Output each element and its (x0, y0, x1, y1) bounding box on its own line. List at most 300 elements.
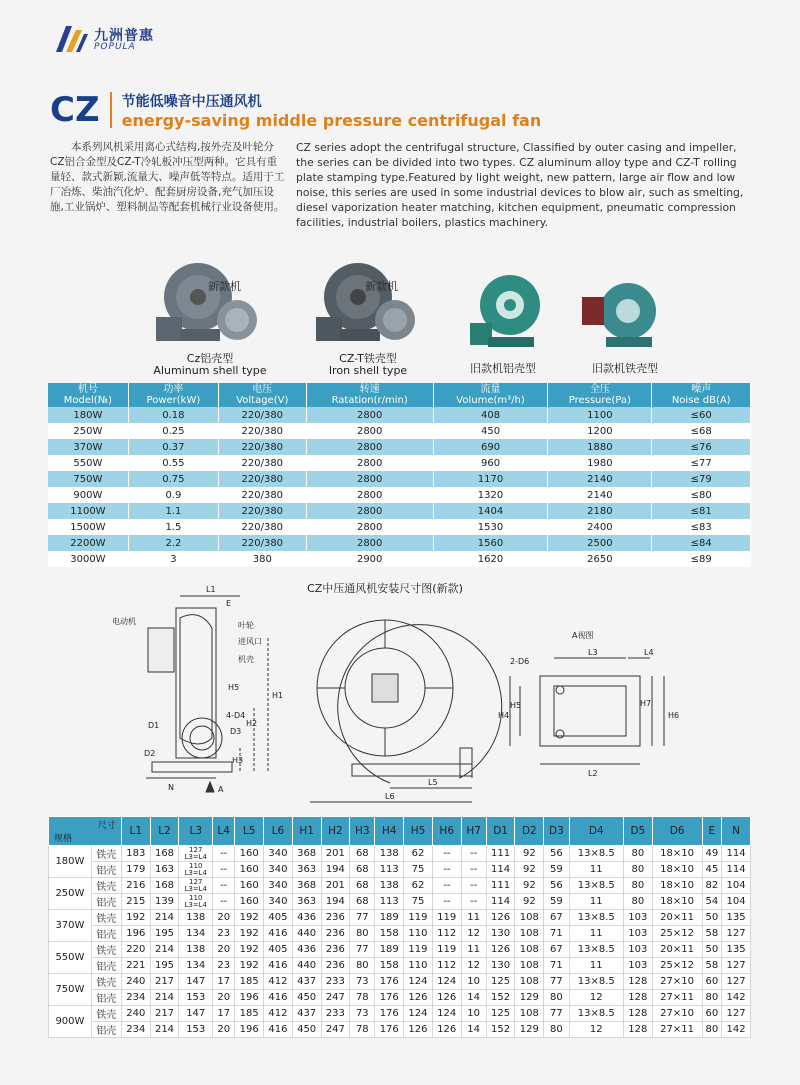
fan-photo-aluminum-side (212, 295, 262, 345)
table-cell: 196 (121, 926, 150, 942)
table-cell: 900W (48, 487, 128, 503)
table-cell: 127 L3=L4 (179, 878, 213, 894)
table-cell: 119 (432, 910, 461, 926)
table-cell: 114 (722, 846, 751, 862)
dim-header: H2 (321, 817, 350, 846)
table-cell: 108 (515, 942, 544, 958)
table-cell: 340 (264, 862, 293, 878)
table-cell: 437 (292, 1006, 321, 1022)
table-cell: 220/380 (218, 519, 306, 535)
table-row (48, 423, 751, 439)
table-cell: 110 (404, 926, 433, 942)
installation-diagram (40, 578, 760, 808)
table-cell: 73 (350, 974, 375, 990)
table-cell: 108 (515, 926, 544, 942)
table-cell: 214 (150, 990, 179, 1006)
table-cell: 2140 (548, 471, 652, 487)
fan-photo-iron-side (370, 295, 420, 345)
table-cell: 134 (179, 926, 213, 942)
table-cell: 220/380 (218, 535, 306, 551)
table-cell: ≤68 (652, 423, 751, 439)
model-cell: 750W (49, 974, 92, 1006)
table-cell: 68 (350, 846, 375, 862)
label-H6: H6 (668, 711, 680, 720)
table-cell: 75 (404, 894, 433, 910)
table-cell: 196 (235, 1022, 264, 1038)
table-cell: 416 (264, 990, 293, 1006)
table-cell: 380 (218, 551, 306, 567)
label-H3: H3 (232, 756, 244, 765)
table-cell: 192 (235, 926, 264, 942)
description-cn: 本系列风机采用离心式结构,按外壳及叶轮分CZ铝合金型及CZ-T冷轧板冲压型两种。它具有重量轻、款式新颖,流量大、噪声低等特点。适用于工厂冶炼、柴油汽化炉、配套厨房设备,充气加压设施,工业锅炉、塑料制品等配套机械行业设备使用。 (50, 141, 285, 213)
table-row (49, 990, 751, 1006)
table-cell: 56 (544, 878, 569, 894)
table-cell: 1100 (548, 407, 652, 423)
table-cell: 110 L3=L4 (179, 862, 213, 878)
table-cell: 58 (702, 926, 722, 942)
table-cell: 124 (404, 974, 433, 990)
dimension-table-header (49, 817, 751, 846)
table-row (49, 846, 751, 862)
table-cell: 111 (486, 846, 515, 862)
dim-header: L1 (121, 817, 150, 846)
logo-mark-icon (52, 22, 90, 58)
table-cell: 135 (722, 942, 751, 958)
type-cell: 铁壳 (91, 942, 121, 958)
table-cell: 56 (544, 846, 569, 862)
dim-header: D2 (515, 817, 544, 846)
table-cell: 370W (48, 439, 128, 455)
label-H1: H1 (272, 691, 284, 700)
table-cell: 196 (235, 990, 264, 1006)
model-cell: 370W (49, 910, 92, 942)
table-cell: 201 (321, 878, 350, 894)
table-cell: 68 (350, 862, 375, 878)
model-cell: 900W (49, 1006, 92, 1038)
dim-header: H6 (432, 817, 461, 846)
table-cell: 128 (623, 1022, 652, 1038)
table-cell: 416 (264, 926, 293, 942)
table-cell: 450 (292, 990, 321, 1006)
table-cell: 185 (235, 1006, 264, 1022)
dim-header: H7 (461, 817, 486, 846)
label-D1: D1 (148, 721, 160, 730)
table-cell: ≤76 (652, 439, 751, 455)
model-cell: 250W (49, 878, 92, 910)
table-cell: 92 (515, 878, 544, 894)
table-cell: 10 (461, 974, 486, 990)
table-cell: 92 (515, 894, 544, 910)
table-cell: 11 (569, 926, 623, 942)
table-cell: 130 (486, 926, 515, 942)
table-cell: 68 (350, 894, 375, 910)
table-cell: 134 (179, 958, 213, 974)
table-cell: 436 (292, 910, 321, 926)
table-cell: 2650 (548, 551, 652, 567)
table-cell: 18×10 (652, 878, 702, 894)
dim-header: H1 (292, 817, 321, 846)
table-cell: 3000W (48, 551, 128, 567)
table-cell: 450 (292, 1022, 321, 1038)
label-inlet: 进风口 (238, 637, 262, 646)
type-cell: 铁壳 (91, 846, 121, 862)
table-cell: 690 (433, 439, 547, 455)
table-cell: 180W (48, 407, 128, 423)
dim-header: D5 (623, 817, 652, 846)
table-cell: -- (461, 862, 486, 878)
table-cell: 2500 (548, 535, 652, 551)
table-cell: ≤89 (652, 551, 751, 567)
table-cell: 142 (722, 990, 751, 1006)
table-cell: 153 (179, 990, 213, 1006)
new-model-label-2: 新款机 (365, 280, 398, 293)
table-cell: 152 (486, 990, 515, 1006)
label-A: A (218, 785, 224, 794)
table-cell: 80 (350, 958, 375, 974)
table-cell: ≤83 (652, 519, 751, 535)
table-cell: 18×10 (652, 894, 702, 910)
new-model-label-1: 新款机 (208, 280, 241, 293)
table-cell: 2400 (548, 519, 652, 535)
table-cell: 62 (404, 878, 433, 894)
table-cell: 220/380 (218, 407, 306, 423)
table-cell: 179 (121, 862, 150, 878)
table-cell: 80 (623, 878, 652, 894)
table-cell: -- (213, 894, 235, 910)
table-cell: 416 (264, 958, 293, 974)
table-cell: 127 (722, 1006, 751, 1022)
table-cell: 2200W (48, 535, 128, 551)
table-row (49, 958, 751, 974)
label-H5: H5 (228, 683, 240, 692)
table-cell: 363 (292, 894, 321, 910)
table-cell: 113 (375, 894, 404, 910)
spec-header-1: 功率 Power(kW) (128, 383, 218, 407)
caption-old-aluminum: 旧款机铝壳型 (470, 362, 536, 375)
table-cell: 103 (623, 926, 652, 942)
dim-header: D6 (652, 817, 702, 846)
caption-iron-en: Iron shell type (328, 364, 408, 377)
diagram-title: CZ中压通风机安装尺寸图(新款) (307, 582, 463, 595)
table-cell: 960 (433, 455, 547, 471)
table-cell: 104 (722, 894, 751, 910)
table-cell: -- (432, 894, 461, 910)
table-row (48, 439, 751, 455)
table-cell: 13×8.5 (569, 846, 623, 862)
product-photos (40, 245, 760, 385)
table-cell: 50 (702, 910, 722, 926)
dimension-table (48, 816, 751, 1038)
table-cell: 192 (235, 958, 264, 974)
table-cell: 14 (461, 1022, 486, 1038)
table-cell: 119 (404, 942, 433, 958)
dim-header: L6 (264, 817, 293, 846)
table-cell: 2800 (306, 423, 433, 439)
table-cell: ≤80 (652, 487, 751, 503)
table-cell: 73 (350, 1006, 375, 1022)
table-cell: 13×8.5 (569, 974, 623, 990)
table-cell: 1560 (433, 535, 547, 551)
table-cell: 18×10 (652, 846, 702, 862)
table-cell: ≤81 (652, 503, 751, 519)
table-cell: 2800 (306, 535, 433, 551)
dim-header: D1 (486, 817, 515, 846)
table-cell: 1500W (48, 519, 128, 535)
table-cell: 17 (213, 1006, 235, 1022)
table-cell: 112 (432, 926, 461, 942)
dim-header: H5 (404, 817, 433, 846)
table-cell: 236 (321, 926, 350, 942)
table-cell: 80 (623, 862, 652, 878)
table-cell: 0.18 (128, 407, 218, 423)
table-cell: 23 (213, 958, 235, 974)
type-cell: 铁壳 (91, 1006, 121, 1022)
fan-photo-old-aluminum (460, 265, 560, 365)
front-view (310, 620, 502, 802)
table-cell: 160 (235, 846, 264, 862)
type-cell: 铝壳 (91, 926, 121, 942)
table-cell: 550W (48, 455, 128, 471)
table-cell: 340 (264, 846, 293, 862)
table-cell: 128 (623, 990, 652, 1006)
label-D3: D3 (230, 727, 242, 736)
table-cell: 135 (722, 910, 751, 926)
table-cell: -- (213, 878, 235, 894)
dim-header: H4 (375, 817, 404, 846)
table-cell: 130 (486, 958, 515, 974)
table-cell: -- (461, 894, 486, 910)
table-cell: 78 (350, 1022, 375, 1038)
table-row (49, 862, 751, 878)
label-L6: L6 (385, 792, 395, 801)
table-cell: 138 (375, 846, 404, 862)
table-cell: 440 (292, 926, 321, 942)
dim-header: D4 (569, 817, 623, 846)
table-cell: 12 (569, 1022, 623, 1038)
table-cell: 80 (544, 990, 569, 1006)
table-cell: 2800 (306, 407, 433, 423)
table-cell: 71 (544, 926, 569, 942)
table-cell: 108 (515, 958, 544, 974)
table-cell: 59 (544, 894, 569, 910)
model-cell: 180W (49, 846, 92, 878)
label-N: N (168, 783, 174, 792)
table-cell: 128 (623, 1006, 652, 1022)
label-casing: 机壳 (238, 655, 254, 664)
table-cell: 236 (321, 942, 350, 958)
table-row (49, 942, 751, 958)
label-L5: L5 (428, 778, 438, 787)
table-cell: ≤79 (652, 471, 751, 487)
table-cell: 1980 (548, 455, 652, 471)
table-cell: 20 (213, 910, 235, 926)
table-cell: 110 L3=L4 (179, 894, 213, 910)
label-L4: L4 (644, 648, 654, 657)
caption-aluminum-en: Aluminum shell type (153, 364, 267, 377)
table-cell: 147 (179, 974, 213, 990)
label-D6: 2-D6 (510, 657, 530, 666)
table-cell: -- (461, 846, 486, 862)
table-cell: 17 (213, 974, 235, 990)
table-row (48, 471, 751, 487)
table-cell: 412 (264, 974, 293, 990)
table-cell: 236 (321, 910, 350, 926)
table-cell: 127 (722, 958, 751, 974)
table-cell: 104 (722, 878, 751, 894)
table-row (49, 894, 751, 910)
table-cell: 0.75 (128, 471, 218, 487)
table-cell: 25×12 (652, 926, 702, 942)
spec-table-body (48, 407, 751, 567)
table-cell: 2180 (548, 503, 652, 519)
table-cell: 13×8.5 (569, 910, 623, 926)
table-cell: 14 (461, 990, 486, 1006)
table-cell: 60 (702, 974, 722, 990)
table-cell: 236 (321, 958, 350, 974)
table-cell: 20 (213, 942, 235, 958)
table-cell: 240 (121, 1006, 150, 1022)
table-cell: 194 (321, 894, 350, 910)
table-cell: 2900 (306, 551, 433, 567)
table-cell: 124 (432, 1006, 461, 1022)
brand-name-cn: 九洲普惠 (94, 27, 154, 44)
table-cell: ≤60 (652, 407, 751, 423)
table-cell: 114 (722, 862, 751, 878)
table-cell: 112 (432, 958, 461, 974)
brand-name-en: POPULA (94, 41, 136, 52)
table-cell: -- (432, 846, 461, 862)
table-cell: 2.2 (128, 535, 218, 551)
table-cell: 77 (350, 942, 375, 958)
table-cell: 11 (569, 894, 623, 910)
table-cell: 58 (702, 958, 722, 974)
table-cell: 68 (350, 878, 375, 894)
table-cell: 80 (544, 1022, 569, 1038)
table-cell: 103 (623, 958, 652, 974)
table-cell: 160 (235, 878, 264, 894)
table-cell: 416 (264, 1022, 293, 1038)
type-cell: 铝壳 (91, 958, 121, 974)
table-cell: 250W (48, 423, 128, 439)
table-cell: 192 (235, 910, 264, 926)
table-row (48, 455, 751, 471)
table-cell: 114 (486, 894, 515, 910)
table-cell: 405 (264, 942, 293, 958)
table-cell: 125 (486, 1006, 515, 1022)
table-row (49, 1022, 751, 1038)
table-cell: 214 (150, 942, 179, 958)
table-row (49, 878, 751, 894)
spec-table (48, 383, 751, 567)
label-E: E (226, 599, 232, 608)
table-cell: 62 (404, 846, 433, 862)
table-cell: 216 (121, 878, 150, 894)
table-cell: 195 (150, 926, 179, 942)
table-cell: 110 (404, 958, 433, 974)
table-cell: 71 (544, 958, 569, 974)
type-cell: 铝壳 (91, 990, 121, 1006)
spec-header-6: 噪声 Noise dB(A) (652, 383, 751, 407)
table-cell: 2140 (548, 487, 652, 503)
table-cell: 13×8.5 (569, 878, 623, 894)
table-cell: 368 (292, 846, 321, 862)
table-cell: 114 (486, 862, 515, 878)
table-cell: 3 (128, 551, 218, 567)
table-cell: 201 (321, 846, 350, 862)
type-cell: 铝壳 (91, 894, 121, 910)
table-cell: 11 (461, 910, 486, 926)
page-title (50, 90, 541, 130)
table-cell: 11 (461, 942, 486, 958)
table-cell: 168 (150, 846, 179, 862)
table-cell: 127 (722, 974, 751, 990)
table-cell: 750W (48, 471, 128, 487)
table-cell: 126 (404, 990, 433, 1006)
table-cell: 54 (702, 894, 722, 910)
table-cell: 195 (150, 958, 179, 974)
table-cell: 160 (235, 862, 264, 878)
table-cell: 108 (515, 910, 544, 926)
table-cell: 363 (292, 862, 321, 878)
table-cell: 119 (432, 942, 461, 958)
type-cell: 铁壳 (91, 974, 121, 990)
table-cell: -- (432, 862, 461, 878)
table-cell: 77 (544, 1006, 569, 1022)
table-cell: 220/380 (218, 423, 306, 439)
table-cell: 127 (722, 926, 751, 942)
table-cell: 192 (121, 910, 150, 926)
caption-iron-cn: CZ-T铁壳型 (339, 352, 397, 365)
title-cn: 节能低噪音中压通风机 (121, 93, 262, 110)
table-cell: 67 (544, 942, 569, 958)
table-cell: 217 (150, 1006, 179, 1022)
table-cell: 13×8.5 (569, 942, 623, 958)
model-cell: 550W (49, 942, 92, 974)
table-cell: 217 (150, 974, 179, 990)
table-cell: 168 (150, 878, 179, 894)
title-code: CZ (50, 90, 100, 130)
table-row (49, 910, 751, 926)
table-cell: 45 (702, 862, 722, 878)
table-cell: 0.37 (128, 439, 218, 455)
table-cell: 436 (292, 942, 321, 958)
table-cell: 220/380 (218, 439, 306, 455)
label-L1: L1 (206, 585, 216, 594)
table-cell: 78 (350, 990, 375, 1006)
table-cell: 234 (121, 1022, 150, 1038)
table-cell: 147 (179, 1006, 213, 1022)
table-cell: 220/380 (218, 487, 306, 503)
table-cell: 75 (404, 862, 433, 878)
table-cell: 220 (121, 942, 150, 958)
table-cell: 20×11 (652, 942, 702, 958)
table-cell: 405 (264, 910, 293, 926)
table-cell: 124 (404, 1006, 433, 1022)
table-cell: 194 (321, 862, 350, 878)
table-cell: 220/380 (218, 503, 306, 519)
table-cell: 233 (321, 974, 350, 990)
table-cell: 129 (515, 1022, 544, 1038)
table-cell: 20 (213, 990, 235, 1006)
table-cell: 412 (264, 1006, 293, 1022)
table-cell: 1170 (433, 471, 547, 487)
label-motor: 电动机 (112, 617, 136, 626)
a-view (510, 658, 664, 764)
table-cell: 113 (375, 862, 404, 878)
table-cell: 153 (179, 1022, 213, 1038)
table-row (48, 551, 751, 567)
table-cell: -- (213, 862, 235, 878)
